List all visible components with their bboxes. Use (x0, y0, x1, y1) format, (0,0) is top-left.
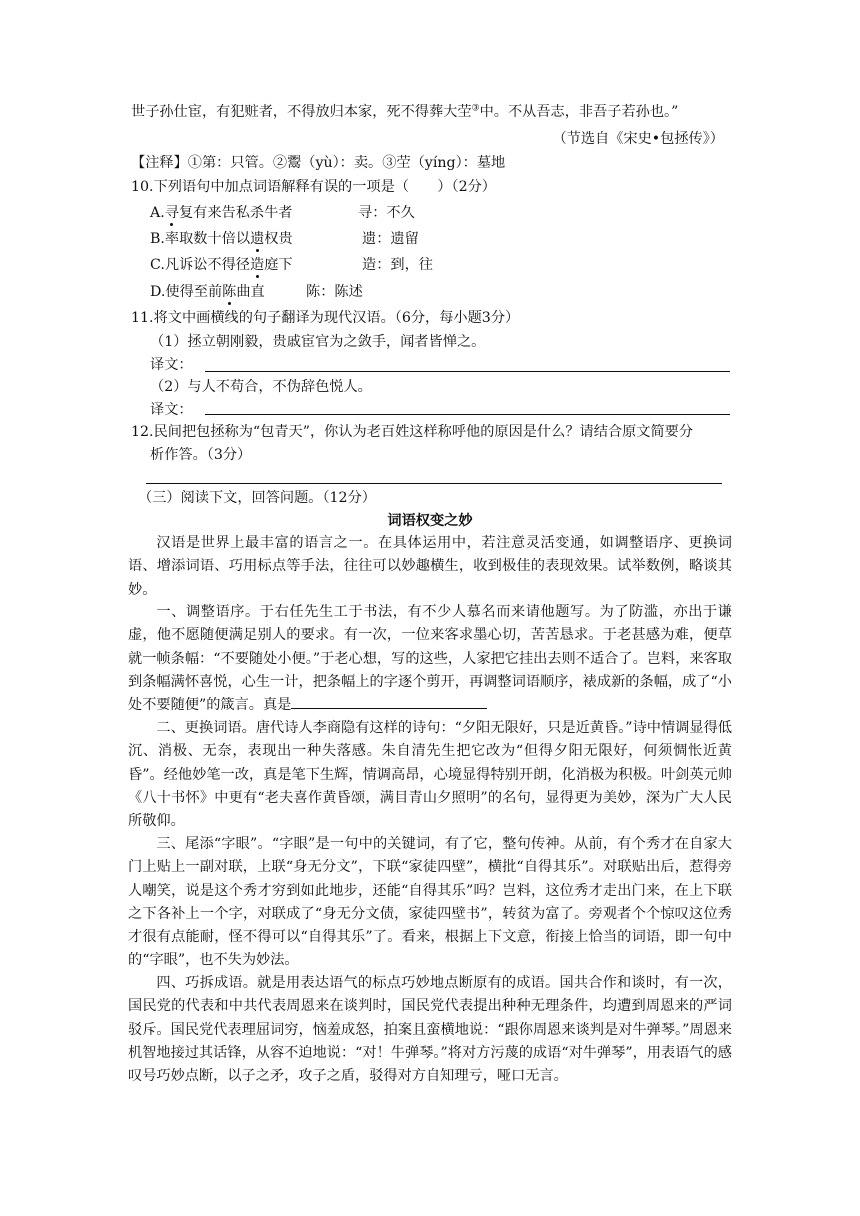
passage-source: （节选自《宋史•包拯传》） (552, 131, 724, 147)
fill-blank[interactable] (291, 694, 487, 709)
passage-text-tail: 中。不从吾志，非吾子若孙也。” (479, 104, 679, 120)
article-paragraph-4: 三、尾添“字眼”。“字眼”是一句中的关键词，有了它，整句传神。从前，有个秀才在自家大门上贴上一副对联，上联“身无分文”，下联“家徒四壁”，横批“自得其乐”。对联贴出后，惹得旁人嘲笑，说是这个秀才穷到如此地步，还能“自得其乐”吗？岂料，这位秀才走出门来，在上下联之下各补上一个字，对联成了“身无分文债，家徒四壁书”，转贫为富了。旁观者个个惊叹这位秀才很有点能耐，怪不得可以“自得其乐”了。看来，根据上下文意，衔接上恰当的词语，即一句中的“字眼”，也不失为妙法。 (128, 836, 732, 969)
q10-gloss-b: 遗：遗留 (362, 231, 419, 247)
q10-stem: 10.下列语句中加点词语解释有误的一项是（ ）（2分） (131, 179, 496, 195)
q11-answer-label-1: 译文： (150, 357, 193, 373)
q10-option-a: A.寻复有来告私杀牛者 (150, 205, 293, 221)
q11-stem: 11.将文中画横线的句子翻译为现代汉语。（6分，每小题3分） (131, 310, 520, 326)
article-paragraph-3: 二、更换词语。唐代诗人李商隐有这样的诗句：“夕阳无限好，只是近黄昏。”诗中情调显得低沉、消极、无奈，表现出一种失落感。朱自清先生把它改为“但得夕阳无限好，何须惆怅近黄昏”。经他妙笔一改，真是笔下生辉，情调高昂，心境显得特别开朗，化消极为积极。叶剑英元帅《八十书怀》中更有“老夫喜作黄昏颂，满目青山夕照明”的名句，显得更为美妙，深为广大人民所敬仰。 (128, 720, 732, 830)
answer-line-2[interactable] (205, 414, 730, 415)
q10-gloss-c: 造：到，往 (362, 257, 433, 273)
q11-sentence-2: （2）与人不苟合，不伪辞色悦人。 (150, 379, 372, 395)
q10-option-b: B.率取数十倍以遗权贵 (150, 231, 293, 247)
article-title: 词语权变之妙 (387, 513, 473, 529)
q10-gloss-a: 寻：不久 (358, 205, 415, 221)
dotted-char: 寻 (164, 205, 179, 221)
q12-line-1: 12.民间把包拯称为“包青天”，你认为老百姓这样称呼他的原因是什么？请结合原文简要分 (131, 424, 694, 440)
section-3-header: （三）阅读下文，回答问题。（12分） (138, 490, 376, 506)
q10-option-c: C.凡诉讼不得径造庭下 (150, 257, 293, 273)
answer-line-1[interactable] (205, 371, 730, 372)
article-paragraph-1: 汉语是世界上最丰富的语言之一。在具体运用中，若注意灵活变通，如调整语序、更换词语、增添词语、巧用标点等手法，往往可以妙趣横生，收到极佳的表现效果。试举数例，略谈其妙。 (128, 535, 732, 598)
article-paragraph-5: 四、巧拆成语。就是用表达语气的标点巧妙地点断原有的成语。国共合作和谈时，有一次，国民党的代表和中共代表周恩来在谈判时，国民党代表提出种种无理条件，均遭到周恩来的严词驳斥。国民党代表理屈词穷，恼羞成怒，拍案且蛮横地说：“跟你周恩来谈判是对牛弹琴。”周恩来机智地接过其话锋，从容不迫地说：“对！牛弹琴。”将对方污蔑的成语“对牛弹琴”，用表语气的感叹号巧妙点断，以子之矛，攻子之盾，驳得对方自知理亏，哑口无言。 (128, 975, 732, 1085)
dotted-char: 陈 (222, 284, 237, 300)
q12-line-2: 析作答。（3分） (150, 447, 252, 463)
q11-answer-label-2: 译文： (150, 402, 193, 418)
notes: 【注释】①第：只管。②鬻（yù）：卖。③茔（yíng）：墓地 (131, 155, 506, 171)
answer-line-3[interactable] (146, 483, 722, 484)
article-paragraph-2: 一、调整语序。于右任先生工于书法，有不少人慕名而来请他题写。为了防滥，亦出于谦虚，他不愿随便满足别人的要求。有一次，一位来客求墨心切，苦苦恳求。于老甚感为难，便草就一帧条幅：“不要随处小便。”于老心想，写的这些，人家把它挂出去则不适合了。岂料，来客取到条幅满怀喜悦，心生一计，把条幅上的字逐个剪开，再调整词语顺序，裱成新的条幅，成了“小处不要随便”的箴言。真是 (128, 604, 732, 714)
dotted-char: 遗 (250, 231, 265, 247)
passage-end-line (131, 102, 678, 122)
footnote-mark: ③ (471, 103, 480, 114)
dotted-char: 造 (250, 257, 265, 273)
passage-text: 世子孙仕宦，有犯赃者，不得放归本家，死不得葬大茔 (131, 104, 472, 120)
q11-sentence-1: （1）拯立朝刚毅，贵戚宦官为之敛手，闻者皆惮之。 (150, 334, 486, 350)
q10-gloss-d: 陈：陈述 (306, 284, 363, 300)
q10-option-d: D.使得至前陈曲直 (150, 284, 265, 300)
